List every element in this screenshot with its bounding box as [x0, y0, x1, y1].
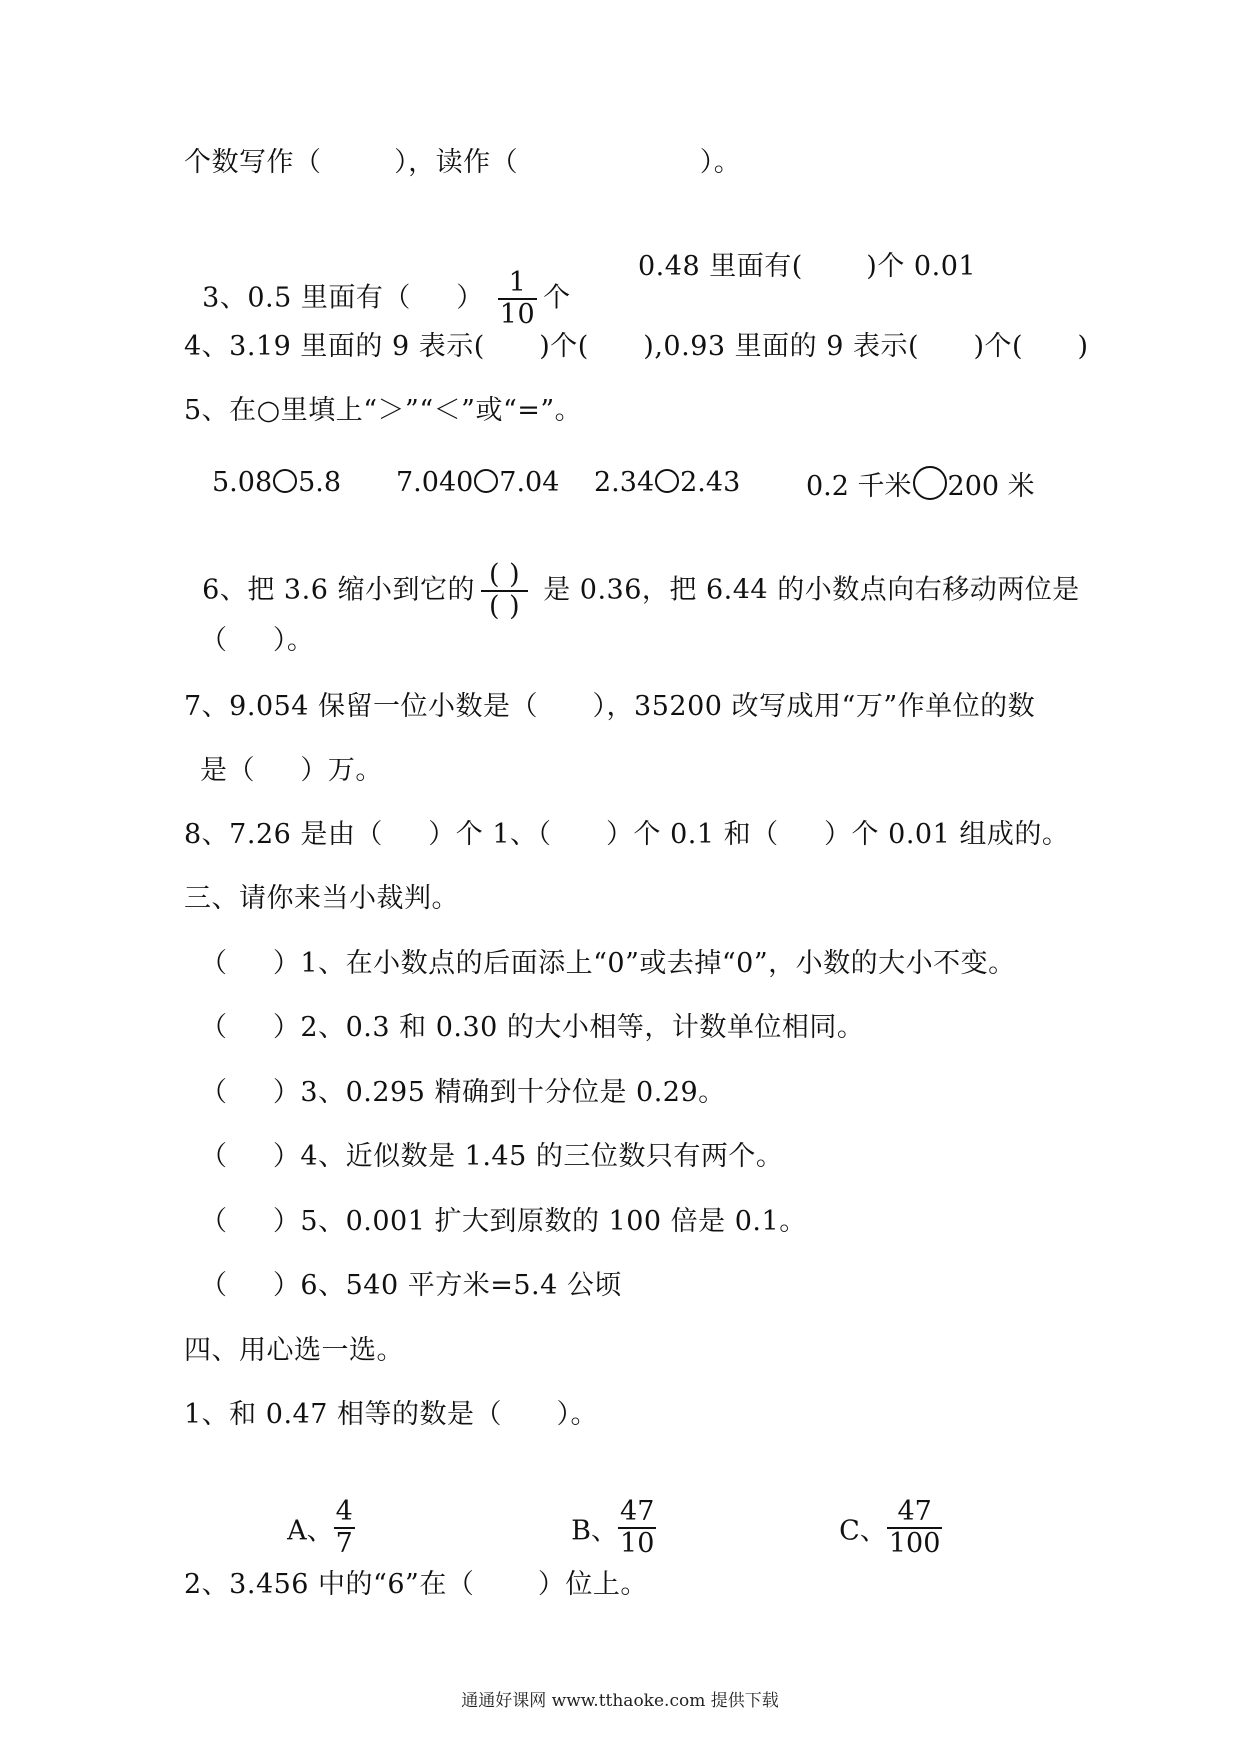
fraction-denominator: 10 [620, 1528, 655, 1559]
question-4: 4、3.19 里面的 9 表示( )个( ),0.93 里面的 9 表示( )个( ) [184, 331, 1089, 362]
judgment-1: （ ）1、在小数点的后面添上“0”或去掉“0”，小数的大小不变。 [200, 948, 1016, 979]
comparison-right: 200 米 [947, 471, 1035, 502]
question-6-part-b: 是 0.36，把 6.44 的小数点向右移动两位是 [534, 574, 1080, 606]
comparison-right: 2.43 [680, 467, 741, 498]
option-label: C、 [839, 1515, 887, 1547]
judgment-6: （ ）6、540 平方米=5.4 公顷 [200, 1270, 622, 1301]
option-c[interactable] [822, 1466, 948, 1559]
page-footer: 通通好课网 www.tthaoke.com 提供下载 [461, 1691, 779, 1711]
question-3-part-c: 0.48 里面有( )个 0.01 [638, 251, 977, 282]
question-8: 8、7.26 是由（ ）个 1、（ ）个 0.1 和（ ）个 0.01 组成的。 [184, 819, 1070, 850]
comparison-item-3 [594, 466, 740, 500]
circle-blank-icon[interactable] [273, 469, 297, 493]
comparison-item-2 [396, 466, 559, 500]
choice-question-2: 2、3.456 中的“6”在（ ）位上。 [184, 1569, 648, 1600]
fraction-denominator: 100 [888, 1528, 941, 1559]
blank-fraction [481, 560, 528, 622]
fraction-numerator: 1 [498, 268, 537, 300]
question-3-part-b: 个 [543, 282, 571, 314]
fraction-denominator: ( ) [488, 591, 521, 622]
fraction-denominator: 10 [499, 299, 536, 330]
question-6-continuation: （ ）。 [200, 625, 315, 656]
fraction-numerator: 4 [335, 1496, 353, 1527]
question-6 [184, 526, 1080, 622]
fraction-denominator: 7 [335, 1528, 353, 1559]
question-7-continuation: 是（ ）万。 [200, 755, 383, 786]
question-3-part-a: 3、0.5 里面有（ ） [202, 282, 484, 314]
comparison-left: 5.08 [212, 467, 273, 498]
question-5: 5、在○里填上“＞”“＜”或“=”。 [184, 395, 583, 426]
circle-blank-icon[interactable] [474, 469, 498, 493]
question-3 [184, 234, 571, 330]
comparison-item-4 [806, 466, 1035, 504]
comparison-left: 0.2 千米 [806, 471, 912, 502]
judgment-3: （ ）3、0.295 精确到十分位是 0.29。 [200, 1077, 726, 1108]
choice-question-1: 1、和 0.47 相等的数是（ ）。 [184, 1399, 598, 1430]
option-b[interactable] [554, 1466, 662, 1559]
option-fraction [618, 1497, 656, 1559]
section-4-heading: 四、用心选一选。 [184, 1335, 404, 1366]
option-label: B、 [571, 1515, 619, 1547]
judgment-2: （ ）2、0.3 和 0.30 的大小相等，计数单位相同。 [200, 1012, 865, 1043]
question-7: 7、9.054 保留一位小数是（ ），35200 改写成用“万”作单位的数 [184, 691, 1036, 722]
comparison-item-1 [212, 466, 341, 500]
question-2-continuation: 个数写作（ ），读作（ ）。 [184, 147, 742, 178]
judgment-4: （ ）4、近似数是 1.45 的三位数只有两个。 [200, 1141, 784, 1172]
fraction-numerator: ( ) [481, 560, 528, 592]
comparison-left: 2.34 [594, 467, 655, 498]
comparison-left: 7.040 [396, 467, 474, 498]
circle-blank-icon[interactable] [913, 466, 947, 500]
fraction-numerator: 47 [620, 1496, 655, 1527]
section-3-heading: 三、请你来当小裁判。 [184, 883, 459, 914]
option-label: A、 [287, 1515, 334, 1547]
option-fraction [334, 1497, 355, 1559]
option-fraction [887, 1497, 943, 1559]
judgment-5: （ ）5、0.001 扩大到原数的 100 倍是 0.1。 [200, 1206, 807, 1237]
comparison-right: 5.8 [298, 467, 342, 498]
fraction-numerator: 47 [887, 1497, 943, 1529]
fraction-one-tenth [498, 268, 537, 330]
question-6-part-a: 6、把 3.6 缩小到它的 [202, 574, 475, 606]
option-a[interactable] [270, 1466, 361, 1559]
circle-blank-icon[interactable] [655, 469, 679, 493]
comparison-right: 7.04 [499, 467, 560, 498]
